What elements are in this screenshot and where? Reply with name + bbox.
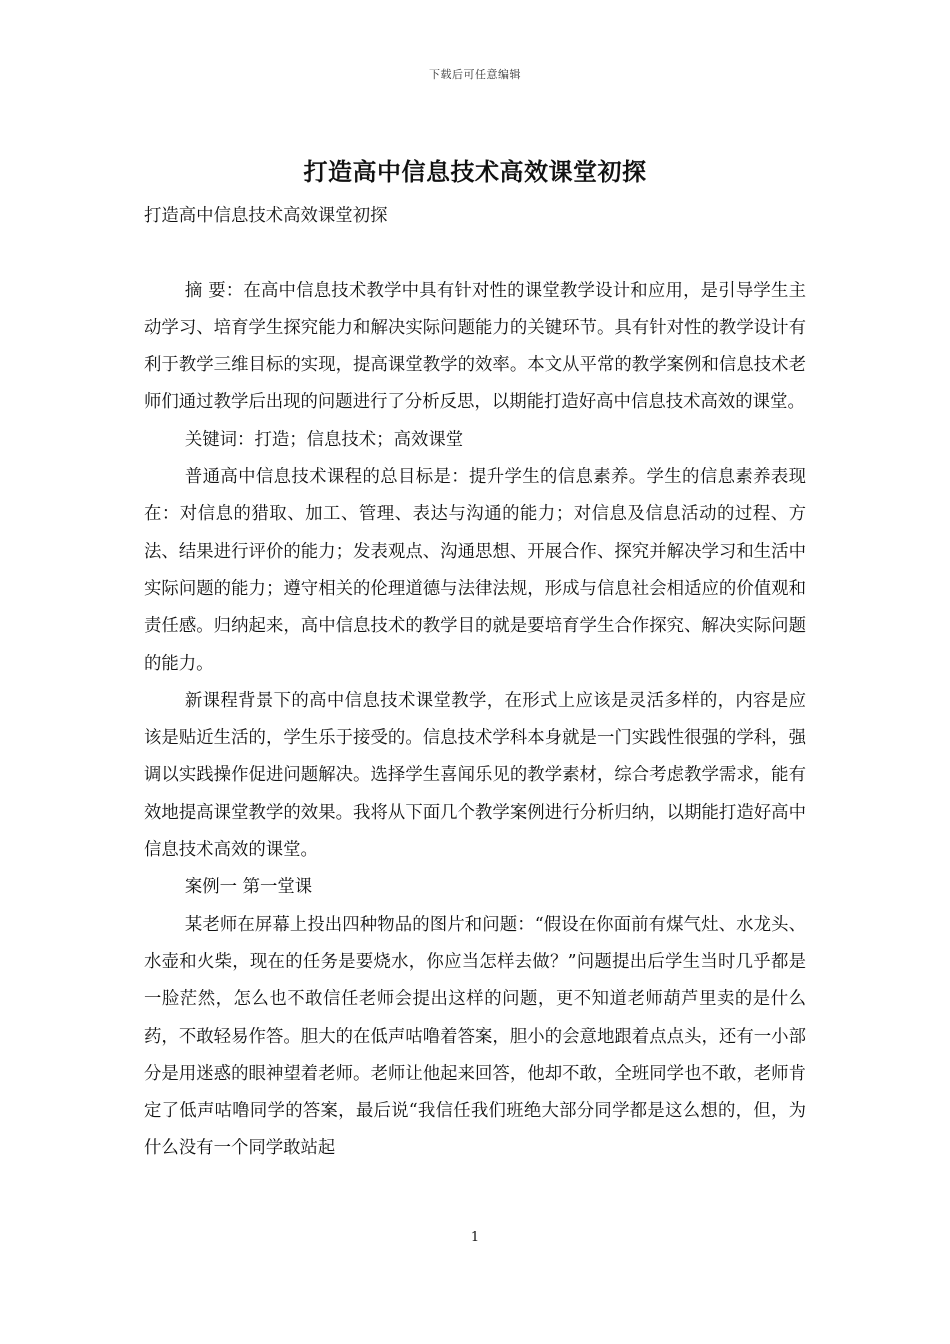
document-body	[144, 198, 806, 1168]
body-paragraph: 某老师在屏幕上投出四种物品的图片和问题：“假设在你面前有煤气灶、水龙头、水壶和火柴，现在的任务是要烧水，你应当怎样去做？”问题提出后学生当时几乎都是一脸茫然，怎么也不敢信任老师会提出这样的问题，更不知道老师葫芦里卖的是什么药，不敢轻易作答。胆大的在低声咕噜着答案，胆小的会意地跟着点点头，还有一小部分是用迷惑的眼神望着老师。老师让他起来回答，他却不敢，全班同学也不敢，老师肯定了低声咕噜同学的答案，最后说“我信任我们班绝大部分同学都是这么想的，但，为什么没有一个同学敢站起	[144, 914, 806, 1159]
blank-line	[144, 235, 806, 272]
document-subtitle: 打造高中信息技术高效课堂初探	[144, 206, 388, 226]
case-heading: 案例一 第一堂课	[184, 877, 313, 898]
document-title: 打造高中信息技术高效课堂初探	[303, 157, 647, 186]
page-number: 1	[470, 1230, 480, 1245]
keywords-line: 关键词：打造；信息技术；高效课堂	[184, 429, 464, 450]
header-note: 下载后可任意编辑	[429, 68, 521, 81]
body-paragraph: 普通高中信息技术课程的总目标是：提升学生的信息素养。学生的信息素养表现在：对信息的猎取、加工、管理、表达与沟通的能力；对信息及信息活动的过程、方法、结果进行评价的能力；发表观点、沟通思想、开展合作、探究并解决学习和生活中实际问题的能力；遵守相关的伦理道德与法律法规，形成与信息社会相适应的价值观和责任感。归纳起来，高中信息技术的教学目的就是要培育学生合作探究、解决实际问题的能力。	[144, 467, 806, 674]
body-paragraph: 新课程背景下的高中信息技术课堂教学，在形式上应该是灵活多样的，内容是应该是贴近生活的，学生乐于接受的。信息技术学科本身就是一门实践性很强的学科，强调以实践操作促进问题解决。选择学生喜闻乐见的教学素材，综合考虑教学需求，能有效地提高课堂教学的效果。我将从下面几个教学案例进行分析归纳，以期能打造好高中信息技术高效的课堂。	[144, 690, 806, 861]
abstract-paragraph: 摘 要：在高中信息技术教学中具有针对性的课堂教学设计和应用，是引导学生主动学习、培育学生探究能力和解决实际问题能力的关键环节。具有针对性的教学设计有利于教学三维目标的实现，提高课堂教学的效率。本文从平常的教学案例和信息技术老师们通过教学后出现的问题进行了分析反思，以期能打造好高中信息技术高效的课堂。	[144, 280, 806, 413]
